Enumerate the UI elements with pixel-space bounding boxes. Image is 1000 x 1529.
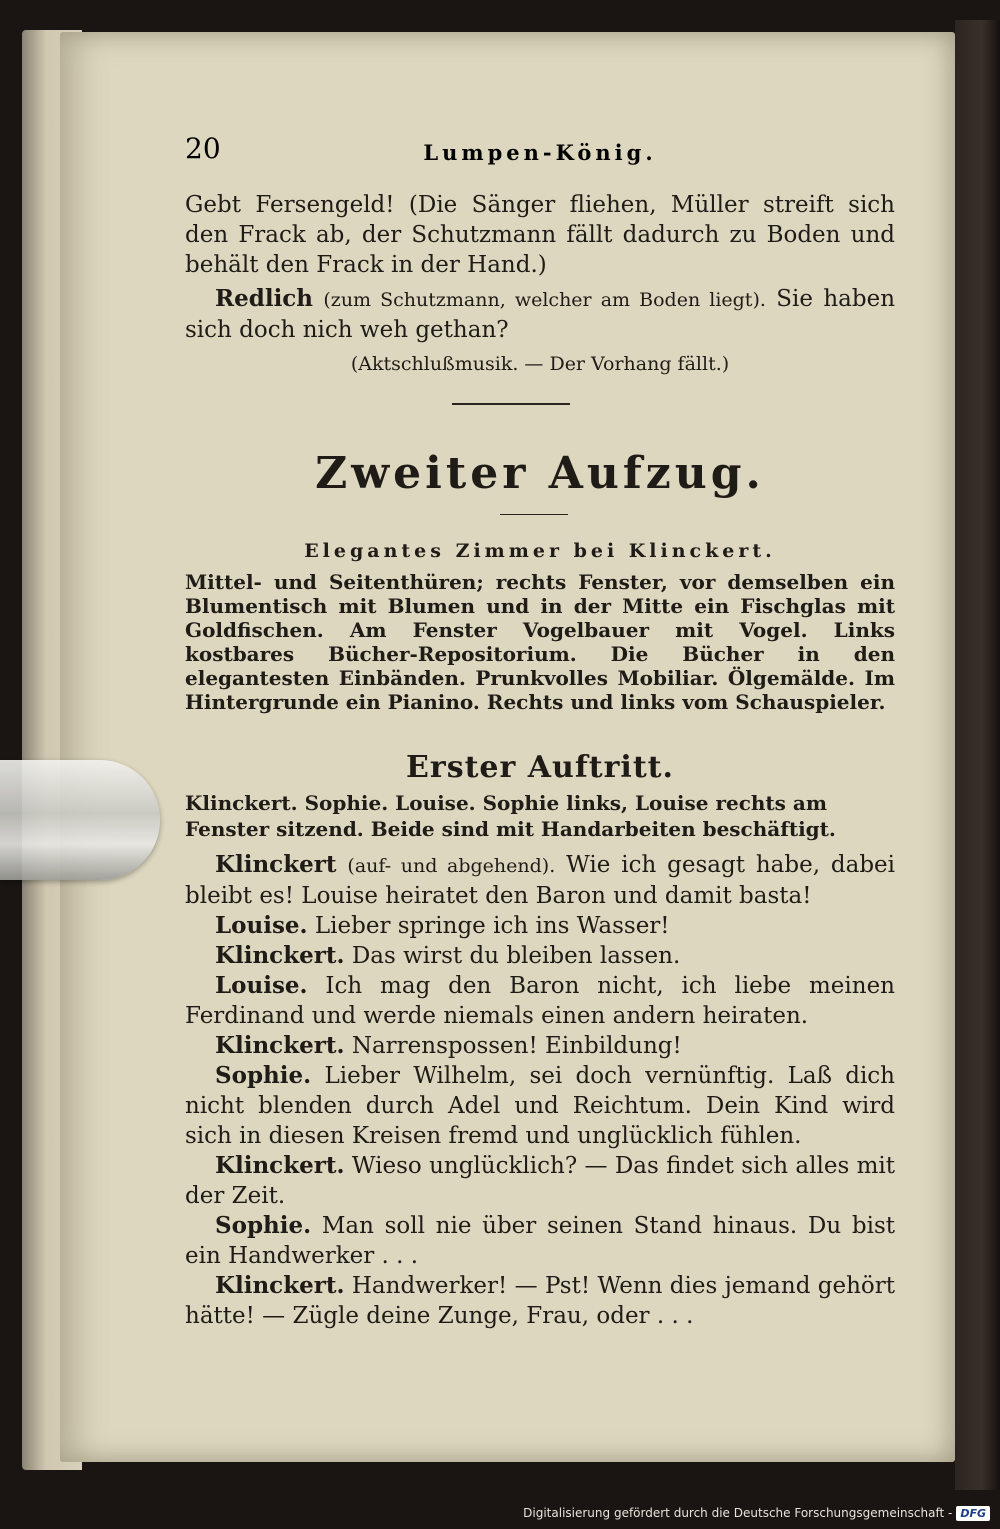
speaker-redlich: Redlich [215,285,314,312]
dialogue-line [185,971,895,1031]
line-text: Wie ich gesagt habe, dabei bleibt es! Louise heiratet den Baron und damit basta! [185,852,896,909]
speaker: Klinckert. [215,1152,345,1179]
redlich-line [185,284,895,345]
act-closing-stage: (Aktschlußmusik. — Der Vorhang fällt.) [350,353,730,375]
dialogue-line [185,1031,895,1061]
act1-line-text: Gebt Fersengeld! (Die Sänger fliehen, Müller streift sich den Frack ab, der Schutzmann fällt dadurch zu Boden und behält den Frack in der Hand.) [185,192,895,278]
line-text: Handwerker! — Pst! Wenn dies jemand gehört hätte! — Zügle deine Zunge, Frau, oder . . . [185,1273,896,1329]
scene-heading: Erster Auftritt. [406,750,674,785]
line-text: Das wirst du bleiben lassen. [351,943,681,969]
redlich-text: Sie haben sich doch nich weh gethan? [185,286,896,343]
book-spine-shadow [955,20,1000,1490]
scene-description: Mittel- und Seitenthüren; rechts Fenster, vor demselben ein Blumentisch mit Blumen und in der Mitte ein Fischglas mit Goldfischen. Am Fenster Vogelbauer mit Vogel. Links kostbares Bücher-Repositorium. Die Bücher in den elegantesten Einbänden. Prunkvolles Mobiliar. Ölgemälde. Im Hintergrunde ein Pianino. Rechts und links vom Schauspieler. [185,570,895,714]
running-title: Lumpen-König. [423,140,657,165]
scene-description-block [185,570,895,714]
page-number: 20 [185,132,221,165]
speaker: Sophie. [215,1212,312,1239]
line-text: Narrenspossen! Einbildung! [351,1033,682,1059]
act1-ending [185,190,895,379]
divider-rule [452,403,570,405]
dialogue-line [185,911,895,941]
dialogue-line [185,850,895,911]
speaker: Klinckert [215,851,337,878]
short-divider [500,514,568,515]
page-clip [0,760,160,880]
speaker: Klinckert. [215,1032,345,1059]
act-title: Zweiter Aufzug. [315,448,765,499]
stage-direction: (auf- und abgehend). [347,855,556,877]
dialogue [185,850,895,1331]
stage-direction: (zum Schutzmann, welcher am Boden liegt). [323,289,766,311]
dialogue-line [185,1151,895,1211]
speaker: Klinckert. [215,1272,345,1299]
line-text: Ich mag den Baron nicht, ich liebe meinen Ferdinand und werde niemals einen andern heiraten. [185,973,895,1029]
line-text: Lieber springe ich ins Wasser! [314,913,670,939]
line-text: Lieber Wilhelm, sei doch vernünftig. Laß dich nicht blenden durch Adel und Reichtum. Dein Kind wird sich in diesen Kreisen fremd und unglücklich fühlen. [185,1063,895,1149]
speaker: Sophie. [215,1062,312,1089]
speaker: Louise. [215,972,308,999]
cast-list: Klinckert. Sophie. Louise. Sophie links, Louise rechts am Fenster sitzend. Beide sind mit Handarbeiten beschäftigt. [185,791,836,841]
page-header [185,132,895,172]
line-text: Man soll nie über seinen Stand hinaus. Du bist ein Handwerker . . . [185,1213,896,1269]
credit-text: Digitalisierung gefördert durch die Deutsche Forschungsgemeinschaft - [523,1506,953,1520]
dialogue-line [185,1211,895,1271]
dialogue-line [185,1271,895,1331]
speaker: Klinckert. [215,942,345,969]
line-text: Wieso unglücklich? — Das findet sich alles mit der Zeit. [185,1153,895,1209]
act1-line [185,190,895,280]
dialogue-line [185,1061,895,1151]
dfg-logo-icon: DFG [956,1506,990,1521]
dialogue-line [185,941,895,971]
digitization-credit [523,1503,990,1523]
speaker: Louise. [215,912,308,939]
cast-block [185,790,895,842]
scene-title: Elegantes Zimmer bei Klinckert. [304,540,776,562]
